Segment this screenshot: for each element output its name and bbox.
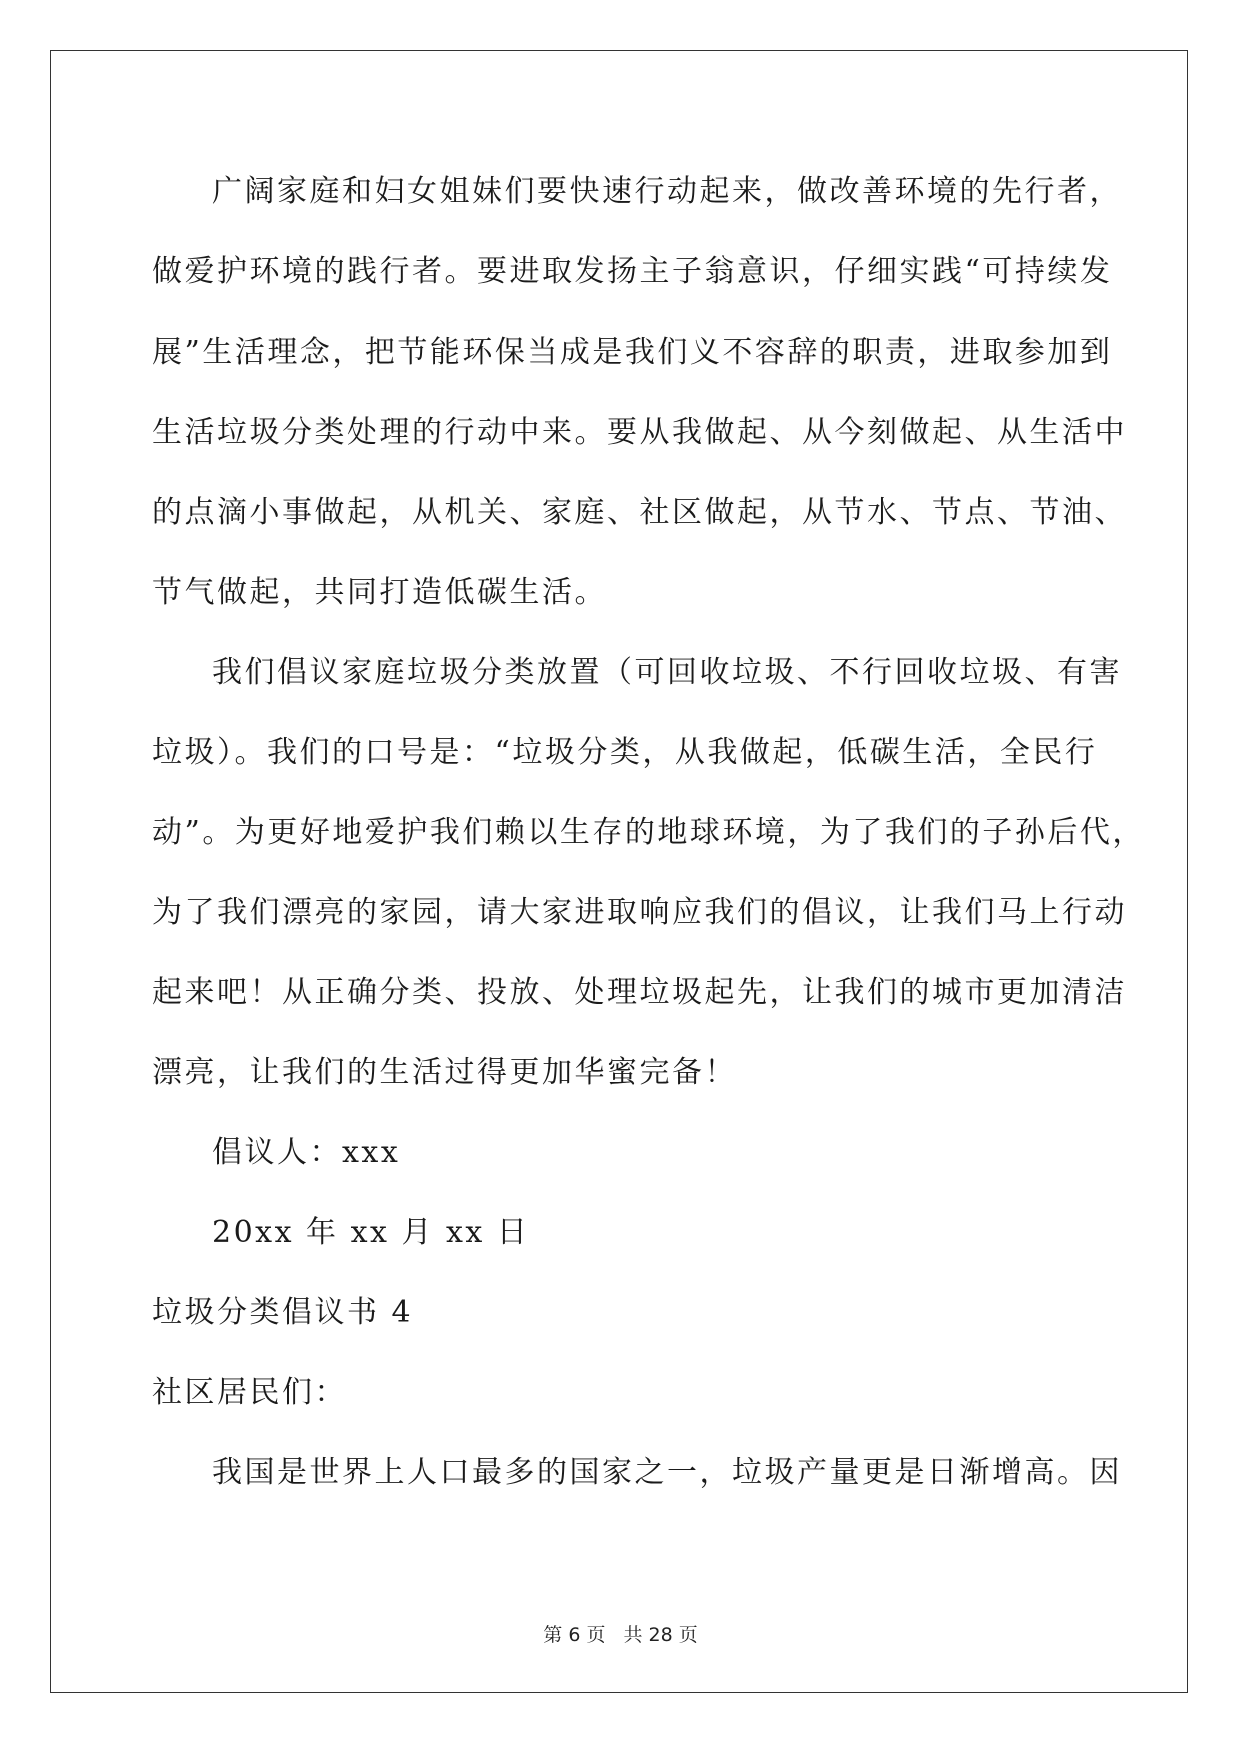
paragraph-1-line-2: 做爱护环境的践行者。要进取发扬主子翁意识，仔细实践“可持续发 [152, 254, 1113, 289]
page-number: 第 6 页 [543, 1624, 606, 1646]
paragraph-1-line-4: 生活垃圾分类处理的行动中来。要从我做起、从今刻做起、从生活中 [152, 415, 1127, 450]
paragraph-2-line-2: 垃圾）。我们的口号是：“垃圾分类，从我做起，低碳生活，全民行 [152, 735, 1098, 770]
date-line: 20xx 年 xx 月 xx 日 [212, 1215, 530, 1250]
paragraph-1-line-6: 节气做起，共同打造低碳生活。 [152, 575, 607, 610]
paragraph-1-line-1: 广阔家庭和妇女姐妹们要快速行动起来，做改善环境的先行者， [212, 174, 1122, 209]
page-border [50, 50, 1188, 1693]
page-total: 共 28 页 [623, 1624, 698, 1646]
paragraph-2-line-5: 起来吧！从正确分类、投放、处理垃圾起先，让我们的城市更加清洁 [152, 975, 1127, 1010]
page-footer [0, 1620, 1241, 1647]
salutation: 社区居民们： [152, 1375, 347, 1410]
section-title: 垃圾分类倡议书 4 [152, 1295, 414, 1330]
paragraph-2-line-4: 为了我们漂亮的家园，请大家进取响应我们的倡议，让我们马上行动 [152, 895, 1127, 930]
paragraph-2-line-1: 我们倡议家庭垃圾分类放置（可回收垃圾、不行回收垃圾、有害 [212, 655, 1122, 690]
paragraph-3-line-1: 我国是世界上人口最多的国家之一，垃圾产量更是日渐增高。因 [212, 1455, 1122, 1490]
paragraph-2-line-6: 漂亮，让我们的生活过得更加华蜜完备！ [152, 1055, 737, 1090]
signature-line: 倡议人：xxx [212, 1135, 401, 1170]
paragraph-2-line-3: 动”。为更好地爱护我们赖以生存的地球环境，为了我们的子孙后代， [152, 815, 1145, 850]
paragraph-1-line-5: 的点滴小事做起，从机关、家庭、社区做起，从节水、节点、节油、 [152, 495, 1127, 530]
paragraph-1-line-3: 展”生活理念，把节能环保当成是我们义不容辞的职责，进取参加到 [152, 335, 1113, 370]
